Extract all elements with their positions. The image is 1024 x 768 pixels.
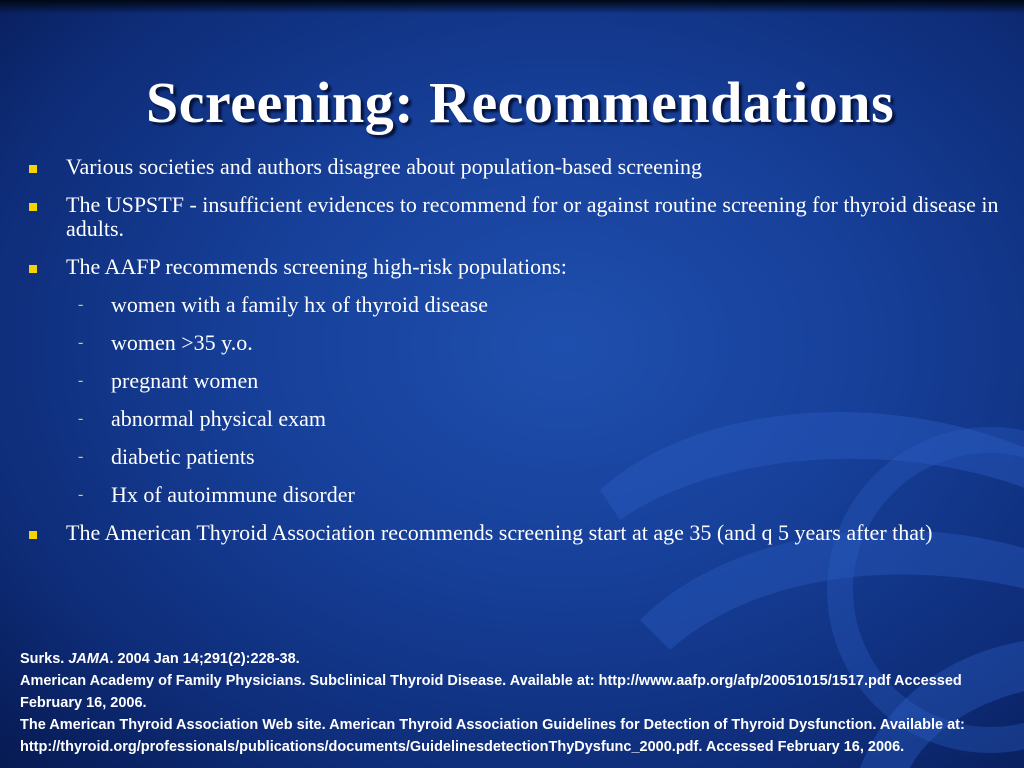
- reference-citation: . 2004 Jan 14;291(2):228-38.: [109, 651, 300, 667]
- dash-bullet-icon: -: [78, 486, 84, 503]
- bullet-text: The AAFP recommends screening high-risk populations:: [66, 254, 567, 279]
- sub-bullet-item: [0, 293, 1024, 317]
- bullet-item: [0, 521, 1024, 545]
- bullet-text: The USPSTF - insufficient evidences to recommend for or against routine screening for thyroid disease in adults.: [66, 192, 999, 241]
- top-band: [0, 0, 1024, 14]
- sub-bullet-text: diabetic patients: [111, 444, 255, 469]
- square-bullet-icon: [29, 265, 37, 273]
- dash-bullet-icon: -: [78, 448, 84, 465]
- square-bullet-icon: [29, 165, 37, 173]
- sub-bullet-item: [0, 369, 1024, 393]
- dash-bullet-icon: -: [78, 372, 84, 389]
- sub-bullet-text: women >35 y.o.: [111, 330, 253, 355]
- square-bullet-icon: [29, 531, 37, 539]
- reference-3: The American Thyroid Association Web site. American Thyroid Association Guidelines for Detection of Thyroid Dysfunction. Available at: http://thyroid.org/professionals/publications/documents/GuidelinesdetectionThyDysfunc_2000.pdf. Accessed February 16, 2006.: [20, 717, 965, 755]
- sub-bullet-item: [0, 445, 1024, 469]
- bullet-item: [0, 255, 1024, 279]
- bullet-text: Various societies and authors disagree about population-based screening: [66, 154, 702, 179]
- sub-bullet-item: [0, 407, 1024, 431]
- sub-bullet-text: pregnant women: [111, 368, 259, 393]
- bullet-list: [0, 155, 1024, 559]
- dash-bullet-icon: -: [78, 410, 84, 427]
- sub-bullet-item: [0, 483, 1024, 507]
- bullet-text: The American Thyroid Association recommends screening start at age 35 (and q 5 years after that): [66, 520, 933, 545]
- slide-title: Screening: Recommendations: [146, 70, 895, 135]
- reference-author: Surks.: [20, 651, 69, 667]
- sub-bullet-text: women with a family hx of thyroid disease: [111, 292, 488, 317]
- reference-journal: JAMA: [68, 651, 110, 667]
- square-bullet-icon: [29, 203, 37, 211]
- sub-bullet-text: abnormal physical exam: [111, 406, 327, 431]
- references: [20, 648, 1016, 758]
- sub-bullet-item: [0, 331, 1024, 355]
- reference-1: [20, 648, 1016, 670]
- bullet-item: [0, 193, 1024, 241]
- dash-bullet-icon: -: [78, 334, 84, 351]
- dash-bullet-icon: -: [78, 296, 84, 313]
- bullet-item: [0, 155, 1024, 179]
- reference-2: American Academy of Family Physicians. Subclinical Thyroid Disease. Available at: http://www.aafp.org/afp/20051015/1517.pdf Accessed February 16, 2006.: [20, 673, 962, 711]
- sub-bullet-text: Hx of autoimmune disorder: [111, 482, 355, 507]
